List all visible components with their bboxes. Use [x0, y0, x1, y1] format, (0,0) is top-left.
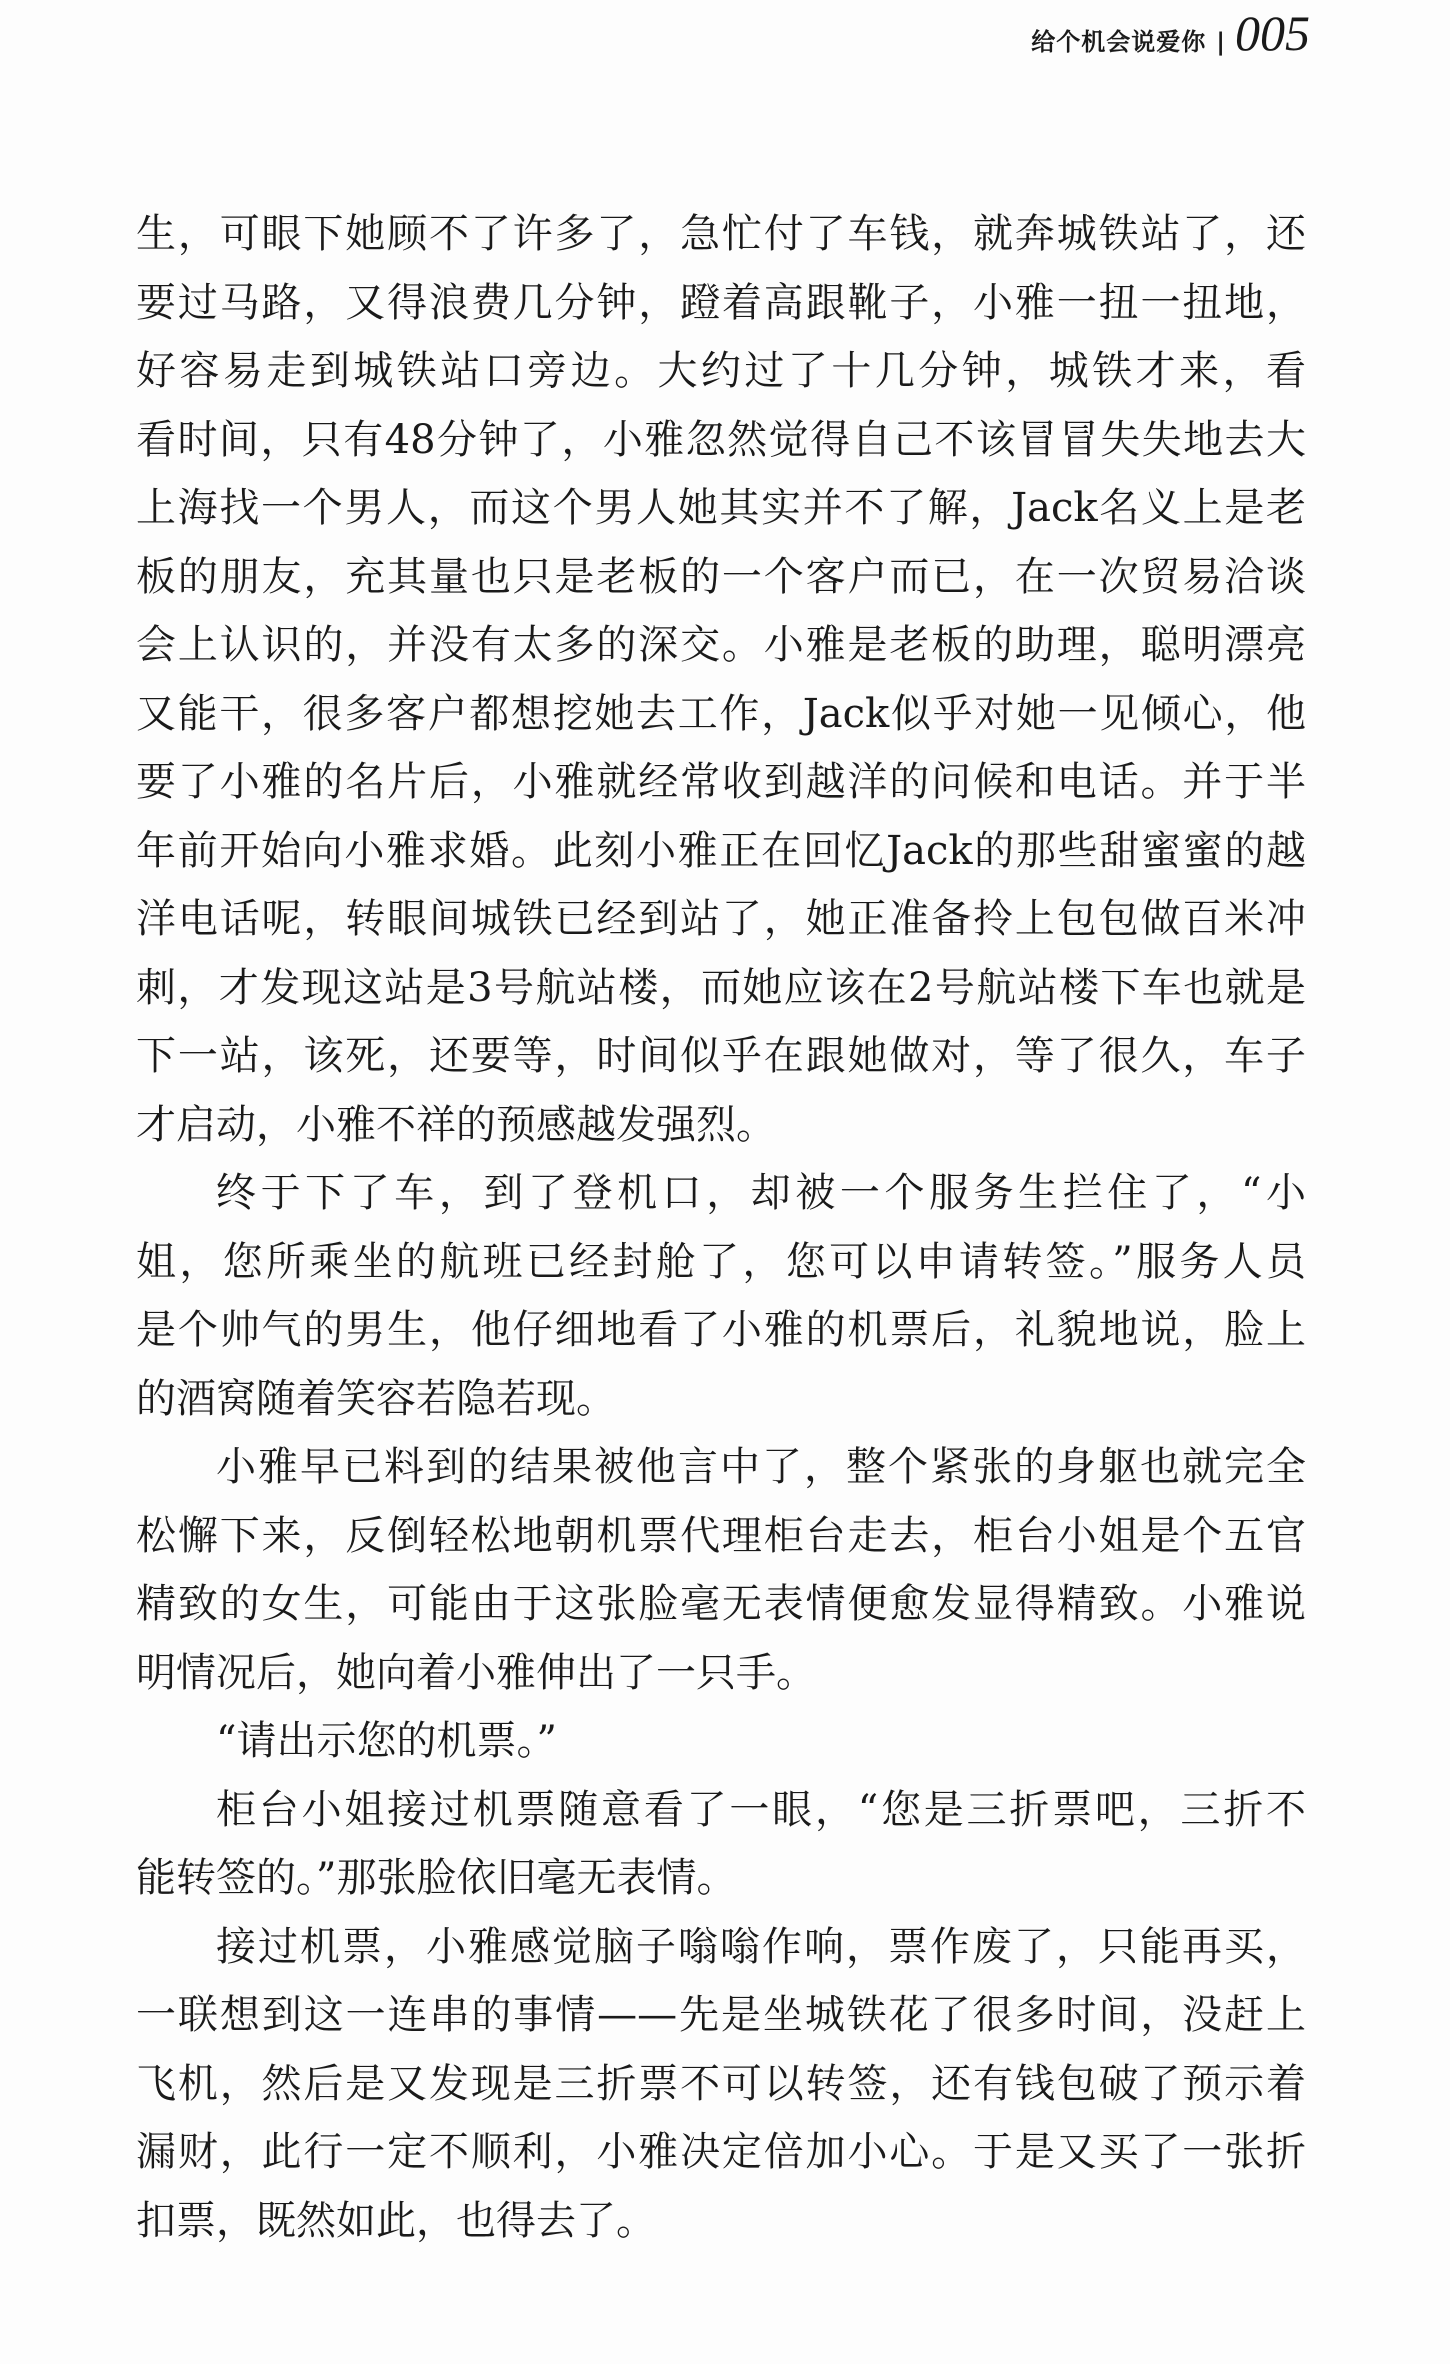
paragraph: [136, 1433, 1306, 1707]
header-separator: |: [1216, 28, 1225, 56]
text-line: 洋电话呢，转眼间城铁已经到站了，她正准备拎上包包做百米冲: [136, 896, 1306, 942]
text-line: 下一站，该死，还要等，时间似乎在跟她做对，等了很久，车子: [136, 1033, 1306, 1079]
text-line: 生，可眼下她顾不了许多了，急忙付了车钱，就奔城铁站了，还: [136, 211, 1306, 257]
text-line: 好容易走到城铁站口旁边。大约过了十几分钟，城铁才来，看: [136, 348, 1306, 394]
text-line: 飞机，然后是又发现是三折票不可以转签，还有钱包破了预示着: [136, 2060, 1306, 2107]
running-header: [1031, 5, 1310, 68]
text-line: 才启动，小雅不祥的预感越发强烈。: [136, 1101, 776, 1148]
text-line: “请出示您的机票。”: [216, 1718, 557, 1764]
text-line: 要过马路，又得浪费几分钟，蹬着高跟靴子，小雅一扭一扭地，: [136, 279, 1306, 326]
text-line: 终于下了车，到了登机口，却被一个服务生拦住了，“小: [216, 1170, 1306, 1216]
text-line: 的酒窝随着笑容若隐若现。: [136, 1375, 616, 1422]
text-line: 看时间，只有48分钟了，小雅忽然觉得自己不该冒冒失失地去大: [136, 416, 1306, 463]
paragraph: [136, 1776, 1306, 1913]
text-line: 小雅早已料到的结果被他言中了，整个紧张的身躯也就完全: [216, 1444, 1306, 1490]
text-line: 精致的女生，可能由于这张脸毫无表情便愈发显得精致。小雅说: [136, 1581, 1306, 1627]
body-text: [136, 200, 1306, 2255]
text-line: 会上认识的，并没有太多的深交。小雅是老板的助理，聪明漂亮: [136, 622, 1306, 668]
text-line: 又能干，很多客户都想挖她去工作，Jack似乎对她一见倾心，他: [136, 690, 1306, 737]
text-line: 是个帅气的男生，他仔细地看了小雅的机票后，礼貌地说，脸上: [136, 1307, 1306, 1353]
paragraph: [136, 200, 1306, 1159]
page-number: 005: [1235, 5, 1310, 61]
paragraph: [136, 1159, 1306, 1433]
paragraph: [136, 1913, 1306, 2256]
text-line: 板的朋友，充其量也只是老板的一个客户而已，在一次贸易洽谈: [136, 553, 1306, 600]
text-line: 松懈下来，反倒轻松地朝机票代理柜台走去，柜台小姐是个五官: [136, 1512, 1306, 1559]
text-line: 一联想到这一连串的事情——先是坐城铁花了很多时间，没赶上: [136, 1992, 1306, 2038]
text-line: 要了小雅的名片后，小雅就经常收到越洋的问候和电话。并于半: [136, 759, 1306, 805]
text-line: 漏财，此行一定不顺利，小雅决定倍加小心。于是又买了一张折: [136, 2129, 1306, 2175]
text-line: 扣票，既然如此，也得去了。: [136, 2197, 656, 2244]
paragraph: [136, 1707, 1306, 1776]
text-line: 柜台小姐接过机票随意看了一眼，“您是三折票吧，三折不: [216, 1786, 1306, 1833]
text-line: 能转签的。”那张脸依旧毫无表情。: [136, 1855, 737, 1901]
text-line: 年前开始向小雅求婚。此刻小雅正在回忆Jack的那些甜蜜蜜的越: [136, 827, 1306, 874]
text-line: 明情况后，她向着小雅伸出了一只手。: [136, 1649, 816, 1696]
text-line: 接过机票，小雅感觉脑子嗡嗡作响，票作废了，只能再买，: [216, 1923, 1306, 1970]
text-line: 上海找一个男人，而这个男人她其实并不了解，Jack名义上是老: [136, 485, 1306, 531]
text-line: 姐，您所乘坐的航班已经封舱了，您可以申请转签。”服务人员: [136, 1238, 1306, 1285]
running-title: 给个机会说爱你: [1031, 28, 1207, 56]
text-line: 刺，才发现这站是3号航站楼，而她应该在2号航站楼下车也就是: [136, 964, 1306, 1011]
